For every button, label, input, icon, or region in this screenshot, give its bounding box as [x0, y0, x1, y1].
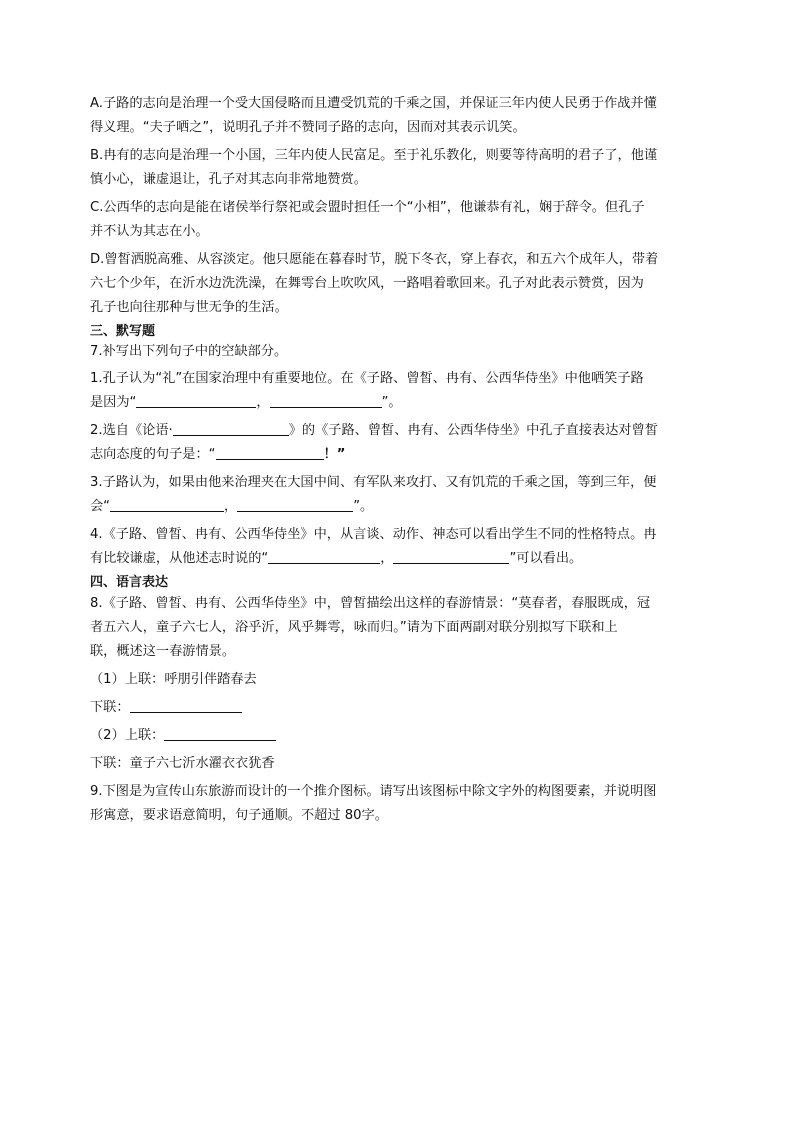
question-8-line-1: 8.《子路、曾皙、冉有、公西华侍坐》中，曾皙描绘出这样的春游情景：“莫春者，春服既成，冠 [90, 596, 651, 611]
document-page [90, 92, 700, 832]
blank-4a[interactable] [268, 549, 380, 564]
fill-item-2-line-2: 志向态度的句子是：“ ！” [90, 447, 346, 462]
fill-item-4-line-1: 4.《子路、曾皙、冉有、公西华侍坐》中，从言谈、动作、神态可以看出学生不同的性格特点。冉 [90, 527, 657, 542]
option-c-line-2: 并不认为其志在小。 [90, 224, 209, 239]
option-c-line-1: C.公西华的志向是能在诸侯举行祭祀或会盟时担任一个“小相”，他谦恭有礼，娴于辞令。但孔子 [90, 200, 645, 215]
option-b [90, 144, 700, 192]
section-4-heading: 四、语言表达 [90, 575, 169, 590]
blank-2b[interactable] [216, 445, 324, 460]
couplet-1-upper: （1）上联：呼朋引伴踏春去 [90, 672, 257, 687]
option-d-line-2: 六七个少年，在沂水边洗洗澡，在舞雩台上吹吹风，一路唱着歌回来。孔子对此表示赞赏，因为 [90, 276, 644, 291]
question-9 [90, 780, 700, 828]
section-3-heading: 三、默写题 [90, 324, 156, 339]
question-8-line-3: 联，概述这一春游情景。 [90, 644, 236, 659]
fill-item-1-line-2: 是因为“ ， ”。 [90, 395, 402, 410]
option-a-line-2: 得义理。“夫子哂之”，说明孔子并不赞同子路的志向，因而对其表示讥笑。 [90, 120, 526, 135]
fill-item-1-line-1: 1.孔子认为“礼”在国家治理中有重要地位。在《子路、曾皙、冉有、公西华侍坐》中他哂笑子路 [90, 371, 644, 386]
option-a-line-1: A.子路的志向是治理一个受大国侵略而且遭受饥荒的千乘之国，并保证三年内使人民勇于作战并懂 [90, 96, 657, 111]
option-d-line-3: 孔子也向往那种与世无争的生活。 [90, 300, 288, 315]
blank-3a[interactable] [110, 497, 224, 512]
question-8-line-2: 者五六人，童子六七人，浴乎沂，风乎舞雩，咏而归。”请为下面两副对联分别拟写下联和上 [90, 620, 618, 635]
question-8 [90, 592, 700, 664]
option-b-line-2: 慎小心，谦虚退让，孔子对其志向非常地赞赏。 [90, 172, 367, 187]
blank-1b[interactable] [270, 393, 382, 408]
question-7: 7.补写出下列句子中的空缺部分。 [90, 344, 288, 359]
fill-item-4-line-2: 有比较谦虚，从他述志时说的“ ， ”可以看出。 [90, 551, 583, 566]
fill-item-3 [90, 471, 700, 519]
blank-couplet-2-upper[interactable] [164, 726, 276, 741]
option-b-line-1: B.冉有的志向是治理一个小国，三年内使人民富足。至于礼乐教化，则要等待高明的君子了，他谨 [90, 148, 658, 163]
question-9-line-1: 9.下图是为宣传山东旅游而设计的一个推介图标。请写出该图标中除文字外的构图要素，并说明图 [90, 784, 657, 799]
blank-3b[interactable] [237, 497, 353, 512]
blank-couplet-1-lower[interactable] [130, 698, 242, 713]
fill-item-3-line-1: 3.子路认为，如果由他来治理夹在大国中间、有军队来攻打、又有饥荒的千乘之国，等到三年，便 [90, 475, 657, 490]
blank-4b[interactable] [393, 549, 509, 564]
option-d [90, 248, 700, 320]
blank-1a[interactable] [136, 393, 256, 408]
option-c [90, 196, 700, 244]
fill-item-2-line-1: 2.选自《论语· 》的《子路、曾皙、冉有、公西华侍坐》中孔子直接表达对曾皙 [90, 423, 658, 438]
question-9-line-2: 形寓意，要求语意简明，句子通顺。不超过 80字。 [90, 808, 388, 823]
couplet-1-lower: 下联： [90, 696, 700, 720]
fill-item-2 [90, 419, 700, 467]
fill-item-1 [90, 367, 700, 415]
fill-item-4 [90, 523, 700, 571]
couplet-2-upper: （2）上联： [90, 724, 700, 748]
couplet-2-lower: 下联：童子六七沂水濯衣衣犹香 [90, 756, 275, 771]
option-d-line-1: D.曾皙洒脱高雅、从容淡定。他只愿能在暮春时节，脱下冬衣，穿上春衣，和五六个成年人，带着 [90, 252, 659, 267]
fill-item-3-line-2: 会“ ， ”。 [90, 499, 374, 514]
blank-2a[interactable] [173, 421, 289, 436]
option-a [90, 92, 700, 140]
